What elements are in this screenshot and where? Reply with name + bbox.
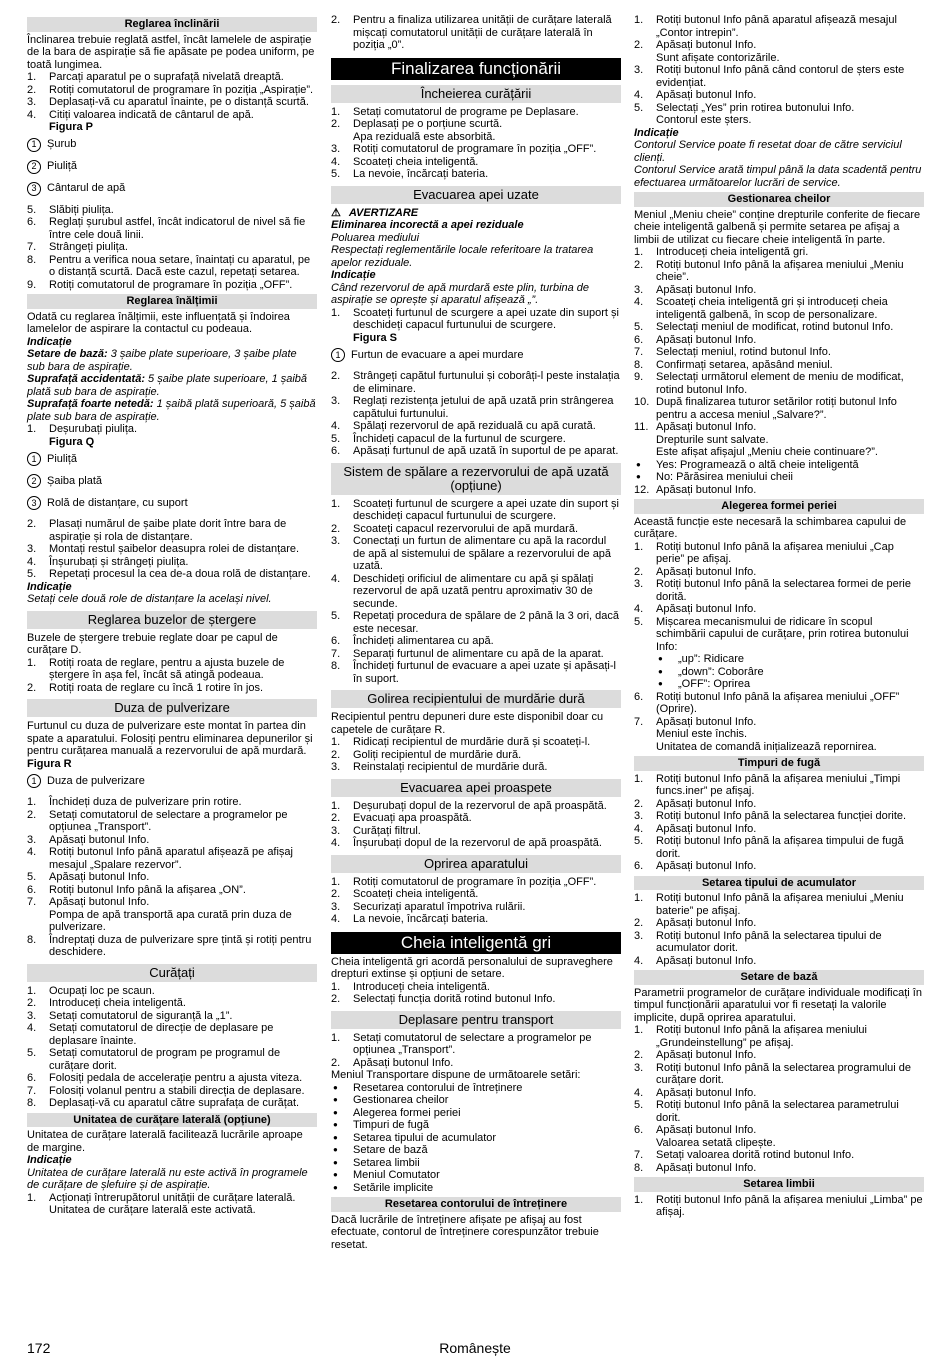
list-item: 10. După finalizarea tuturor setărilor rotiți butonul Info pentru a accesa meniul „Salvare?”.: [634, 396, 897, 421]
basic-setting-steps: [634, 1024, 924, 1137]
bullet-item: ● Resetarea contorului de întreținere: [331, 1082, 621, 1095]
legend-number-icon: 1: [331, 348, 345, 362]
list-item: 1. Rotiți butonul Info până la afișarea meniului „Meniu baterie” pe afișaj.: [634, 892, 904, 917]
heading-basic-setting: Setare de bază: [634, 970, 924, 985]
heading-battery-type: Setarea tipului de acumulator: [634, 876, 924, 891]
list-item: 3. Setați comutatorul de siguranță la „1”.: [27, 1009, 233, 1022]
height-setting-rough: Suprafață accidentată: 5 șaibe plate superioare, 1 șaibă plată sub bara de aspirație.: [27, 373, 308, 398]
list-item: 2. Scoateți capacul rezervorului de apă murdară.: [331, 522, 579, 535]
list-item: 2. Apăsați butonul Info.: [331, 1056, 454, 1069]
heading-side-brush: Unitatea de curățare laterală (opțiune): [27, 1113, 317, 1128]
list-item: 5. Rotiți butonul Info până la afișarea timpului de fugă dorit.: [634, 835, 904, 860]
key-saved: Drepturile sunt salvate.: [656, 433, 769, 446]
counter-steps: [634, 14, 924, 52]
heading-height: Reglarea înălțimii: [27, 294, 317, 309]
list-item: 3. Deplasați-vă cu aparatul înainte, pe o distanță scurtă.: [27, 96, 309, 108]
list-item: 7. Folosiți volanul pentru a stabili direcția de deplasare.: [27, 1084, 305, 1097]
list-item: 3. Reglați rezistența jetului de apă uzată prin strângerea capătului furtunului.: [331, 395, 614, 420]
brush-shape-steps-2: [634, 691, 924, 729]
lift-options: [634, 653, 924, 691]
list-item: 5. Slăbiți piulița.: [27, 203, 114, 216]
list-item: 6. Rotiți butonul Info până la afișarea meniului „OFF” (Oprire).: [634, 690, 900, 715]
list-item: 4. Apăsați butonul Info.: [634, 603, 757, 615]
list-item: 2. Strângeți capătul furtunului și coborâți-l peste instalația de eliminare.: [331, 370, 620, 395]
list-item: 6. Apăsați butonul Info.: [634, 860, 757, 872]
list-item: 7. Strângeți piulița.: [27, 241, 128, 253]
list-item: 3. Conectați un furtun de alimentare cu apă la racordul de apă al sistemului de spălare a rezervorului de apă uzată.: [331, 535, 612, 572]
legend-number-icon: 1: [27, 774, 41, 788]
list-item: 2. Pentru a finaliza utilizarea unității de curățare laterală mișcați comutatorul unității de curățare laterală în poziția „0”.: [331, 14, 612, 51]
tilt-intro: Înclinarea trebuie reglată astfel, încât lamelele de aspirație de la bara de aspirație să fie apăsate pe podea uniform, pe toată lungimea.: [27, 33, 315, 71]
end-cleaning-steps-2: [331, 143, 621, 181]
heading-clean: Curățați: [27, 964, 317, 982]
list-item: 2. Rotiți butonul Info până la afișarea meniului „Meniu cheie”.: [634, 258, 904, 283]
menu-closed: Meniul este închis.: [656, 728, 748, 740]
list-item: 1. Rotiți butonul Info până la afișarea meniului „Timpi funcs.iner” pe afișaj.: [634, 772, 901, 797]
list-item: 2. Setați comutatorul de selectare a programelor pe opțiunea „Transport”.: [27, 808, 288, 833]
list-item: 2. Apăsați butonul Info.: [634, 1049, 757, 1061]
list-item: 1. Setați comutatorul de selectare a programelor pe opțiunea „Transport”.: [331, 1031, 592, 1056]
list-item: 5. La nevoie, încărcați bateria.: [331, 168, 489, 180]
spray-intro: Furtunul cu duza de pulverizare este montat în partea din spate a aparatului. Folosiți pentru eliminarea depunerilor și pentru curățarea manuală a rezervorului de apă murdară.: [27, 720, 313, 757]
list-item: 1. Scoateți furtunul de scurgere a apei uzate din suport și deschideți capacul furtunului de scurgere.: [331, 306, 619, 331]
heading-transport: Deplasare pentru transport: [331, 1011, 621, 1029]
list-item: 3. Securizați aparatul împotriva rulării.: [331, 900, 526, 913]
list-item: 4. Înșurubați dopul de la rezervorul de apă proaspătă.: [331, 837, 602, 849]
heading-wiper-lips: Reglarea buzelor de ștergere: [27, 611, 317, 629]
height-steps-2: [27, 518, 317, 581]
legend-item: 3 Cântarul de apă: [27, 182, 317, 196]
side-brush-result: Unitatea de curățare laterală este activată.: [49, 1204, 256, 1216]
list-item: 4. Înșurubați și strângeți piulița.: [27, 555, 189, 568]
figure-r-legend: [27, 774, 317, 788]
debris-steps: [331, 736, 621, 774]
spray-step8: 8. Îndreptați duza de pulverizare spre țintă și rotiți pentru deschidere.: [27, 933, 312, 958]
bullet-item: ● Alegerea formei periei: [331, 1107, 621, 1120]
heading-end-cleaning: Încheierea curățării: [331, 85, 621, 103]
legend-item: 1 Duza de pulverizare: [27, 774, 317, 788]
grey-key-steps: [331, 981, 621, 1006]
list-item: 5. Rotiți butonul Info până la selectarea parametrului dorit.: [634, 1099, 899, 1124]
list-item: 1. Deșurubați dopul de la rezervorul de apă proaspătă.: [331, 799, 607, 812]
legend-number-icon: 1: [27, 452, 41, 466]
list-item: 8. Confirmați setarea, apăsând meniul.: [634, 358, 833, 371]
figure-r-label: Figura R: [27, 757, 72, 770]
list-item: 1. Rotiți butonul Info până la afișarea meniului „Grundeinstellung” pe afișaj.: [634, 1024, 867, 1049]
heading-brush-shape: Alegerea formei periei: [634, 499, 924, 514]
heading-drain-fresh: Evacuarea apei proaspete: [331, 779, 621, 797]
note-label: Indicație: [27, 335, 72, 348]
list-item: 1. Rotiți comutatorul de programare în poziția „OFF”.: [331, 875, 597, 888]
debris-intro: Recipientul pentru depuneri dure este disponibil doar cu capetele de curățare R.: [331, 711, 604, 736]
height-setting-basic: Setare de bază: 3 șaibe plate superioare, 3 șaibe plate sub bara de aspirație.: [27, 348, 297, 373]
list-item: 2. Rotiți roata de reglare cu încă 1 rotire în jos.: [27, 681, 263, 694]
list-item: 11. Apăsați butonul Info.: [634, 421, 757, 433]
list-item: 1. Setați comutatorul de programe pe Deplasare.: [331, 105, 579, 118]
transport-steps: [331, 1032, 621, 1070]
note-label: Indicație: [27, 580, 72, 593]
list-item: 2. Apăsați butonul Info.: [634, 797, 757, 810]
figure-s-legend: [331, 348, 621, 362]
list-item: 5. Selectați meniul de modificat, rotind butonul Info.: [634, 321, 894, 333]
list-item: 7. Apăsați butonul Info.: [634, 715, 757, 728]
list-item: 1. Scoateți furtunul de scurgere a apei uzate din suport și deschideți capacul furtunului de scurgere.: [331, 497, 619, 522]
list-item: 5. Repetați procesul la cea de-a doua rolă de distanțare.: [27, 568, 311, 580]
list-item: 5. Apăsați butonul Info.: [27, 871, 150, 883]
brush-shape-intro: Această funcție este necesară la schimbarea capului de curățare.: [634, 515, 907, 540]
restart-init: Unitatea de comandă inițializează repornirea.: [656, 740, 877, 753]
height-setting-smooth: Suprafață foarte netedă: 1 șaibă plată superioară, 5 șaibă plate sub bara de aspirație.: [27, 398, 316, 423]
heading-key-management: Gestionarea cheilor: [634, 192, 924, 207]
column-right: [634, 14, 924, 1219]
note-label: Indicație: [27, 1154, 72, 1166]
legend-number-icon: 1: [27, 138, 41, 152]
list-item: 2. Introduceți cheia inteligentă.: [27, 997, 186, 1009]
side-brush-steps-2: [331, 14, 621, 52]
list-item: 8. Închideți furtunul de evacuare a apei uzate și apăsați-l în suport.: [331, 660, 616, 685]
list-item: 8. Apăsați butonul Info.: [634, 1161, 757, 1174]
drain-note: Când rezervorul de apă murdară este plin, turbina de aspirație se oprește și aparatul afișează „”.: [331, 281, 590, 306]
heading-reset-counter: Resetarea contorului de întreținere: [331, 1197, 621, 1212]
list-item: 3. Rotiți butonul Info până la selectarea formei de perie dorită.: [634, 578, 911, 603]
list-item: 4. Spălați rezervorul de apă reziduală cu apă curată.: [331, 420, 596, 432]
key-continue: Este afișat afișajul „Meniu cheie continuare?”.: [656, 446, 878, 458]
list-item: 9. Rotiți comutatorul de programare în poziția „OFF”.: [27, 278, 293, 291]
spray-step7-result: Pompa de apă transportă apa curată prin duza de pulverizare.: [49, 908, 292, 933]
transport-menu-text: Meniul Transportare dispune de următoarele setări:: [331, 1069, 581, 1081]
side-brush-note: Unitatea de curățare laterală nu este activă în programele de curățare de șlefuire și de aspirație.: [27, 1166, 308, 1191]
clean-steps: [27, 985, 317, 1110]
list-item: 1. Rotiți roata de reglare, pentru a ajusta buzele de ștergere în așa fel, încât să atingă podeaua.: [27, 656, 285, 681]
tilt-steps-2: [27, 204, 317, 292]
list-item: 8. Deplasați-vă cu aparatul către suprafața de curățat.: [27, 1097, 300, 1109]
list-item: 6. Reglați șurubul astfel, încât indicatorul de nivel să fie între cele două linii.: [27, 216, 306, 241]
heading-spray-nozzle: Duza de pulverizare: [27, 699, 317, 717]
list-item: 4. Apăsați butonul Info.: [634, 89, 757, 101]
bullet-item: ● Setarea limbii: [331, 1157, 621, 1170]
footer-language: Românește: [439, 1340, 511, 1356]
figure-s-label: Figura S: [353, 331, 398, 344]
note-label: Indicație: [634, 126, 679, 139]
service-note-1: Contorul Service poate fi resetat doar de către serviciul clienți.: [634, 139, 902, 164]
list-item: 2. Scoateți cheia inteligentă.: [331, 888, 479, 900]
list-item: 1. Introduceți cheia inteligentă gri.: [634, 246, 809, 258]
heading-drain-waste: Evacuarea apei uzate: [331, 186, 621, 204]
key-options: [634, 459, 924, 484]
figure-p-legend: [27, 138, 317, 196]
end-cleaning-steps: [331, 106, 621, 131]
page-number: 172: [27, 1340, 51, 1356]
legend-number-icon: 3: [27, 182, 41, 196]
warning-heading: Eliminarea incorectă a apei reziduale: [331, 219, 524, 231]
heading-shutdown: Oprirea aparatului: [331, 855, 621, 873]
list-item: 5. Închideți capacul de la furtunul de scurgere.: [331, 432, 566, 445]
bullet-item: ● Timpuri de fugă: [331, 1119, 621, 1132]
bullet-item: ● „OFF”: Oprirea: [656, 678, 924, 691]
key-management-intro: Meniul „Meniu cheie” conține drepturile conferite de fiecare cheie inteligentă galbenă și permite setarea pe afișaj a limbii de utilizat cu fiecare cheie inteligentă în parte.: [634, 208, 921, 246]
list-item: 3. Rotiți butonul Info până când contorul de șters este evidențiat.: [634, 64, 905, 89]
counter-steps-2: [634, 64, 924, 114]
list-item: 4. Scoateți cheia inteligentă gri și introduceți cheia inteligentă galbenă, în scop de personalizare.: [634, 296, 888, 321]
list-item: 1. Ridicați recipientul de murdărie dură și scoateți-l.: [331, 736, 591, 748]
bullet-item: ● Setarea tipului de acumulator: [331, 1132, 621, 1145]
list-item: 3. Rotiți comutatorul de programare în poziția „OFF”.: [331, 143, 597, 155]
heading-language: Setarea limbii: [634, 1177, 924, 1192]
column-middle: [331, 14, 621, 1251]
drain-steps-2: [331, 370, 621, 458]
drain-fresh-steps: [331, 800, 621, 850]
value-blinks: Valoarea setată clipește.: [656, 1136, 776, 1149]
list-item: 1. Parcați aparatul pe o suprafață nivelată dreaptă.: [27, 71, 284, 83]
transport-menu-list: [331, 1082, 621, 1195]
legend-item: 2 Piuliță: [27, 160, 317, 174]
list-item: 2. Selectați funcția dorită rotind butonul Info.: [331, 993, 556, 1005]
height-note-text: Setați cele două role de distanțare la același nivel.: [27, 593, 272, 605]
list-item: 6. Apăsați furtunul de apă uzată în suportul de pe aparat.: [331, 445, 619, 457]
list-item: 2. Apăsați butonul Info.: [634, 565, 757, 578]
key-management-steps: [634, 246, 924, 434]
list-item: 2. Apăsați butonul Info.: [634, 917, 757, 929]
reset-counter-text: Dacă lucrările de întreținere afișate pe afișaj au fost efectuate, contorul de întreținere corespunzător trebuie resetat.: [331, 1213, 599, 1251]
brush-shape-steps: [634, 541, 924, 654]
list-item: 1. Ocupați loc pe scaun.: [27, 984, 155, 997]
list-item: 4. Scoateți cheia inteligentă.: [331, 155, 479, 168]
list-item: 4. La nevoie, încărcați bateria.: [331, 913, 489, 925]
list-item: 1. Rotiți butonul Info până la afișarea meniului „Limba” pe afișaj.: [634, 1193, 923, 1218]
basic-setting-steps-2: [634, 1149, 924, 1174]
legend-item: 1 Piuliță: [27, 452, 317, 466]
service-note-2: Contorul Service arată timpul până la data scadentă pentru efectuarea următoarelor lucrări de service.: [634, 164, 922, 189]
list-item: 4. Apăsați butonul Info.: [634, 954, 757, 967]
list-item: 6. Folosiți pedala de accelerație pentru a ajusta viteza.: [27, 1072, 303, 1084]
list-item: 4. Deschideți orificiul de alimentare cu apă și spălați rezervorul de apă uzată pentru aproximativ 30 de secunde.: [331, 572, 594, 610]
bullet-item: ● „down”: Coborâre: [656, 666, 924, 679]
figure-q-label: Figura Q: [49, 435, 95, 448]
battery-type-steps: [634, 892, 924, 967]
list-item: 1. Deșurubați piulița.: [27, 423, 138, 435]
list-item: 2. Rotiți comutatorul de programare în poziția „Aspirație”.: [27, 83, 314, 96]
list-item: 4. Citiți valoarea indicată de cântarul de apă.: [27, 108, 254, 121]
list-item: 3. Rotiți butonul Info până la selectarea tipului de acumulator dorit.: [634, 929, 882, 954]
list-item: 3. Rotiți butonul Info până la selectarea programului de curățare dorit.: [634, 1061, 911, 1086]
side-brush-steps: [27, 1192, 317, 1205]
bullet-item: ● Setare de bază: [331, 1144, 621, 1157]
tilt-steps: [27, 71, 317, 121]
column-left: [27, 14, 317, 1217]
list-item: 3. Curățați filtrul.: [331, 824, 421, 837]
heading-tank-flush: Sistem de spălare a rezervorului de apă uzată (opțiune): [331, 463, 621, 495]
list-item: 8. Pentru a verifica noua setare, înaintați cu aparatul, pe o distanță scurtă. Dacă este cazul, repetați setarea.: [27, 253, 311, 278]
end-cleaning-result: Apa reziduală este absorbită.: [353, 130, 496, 143]
legend-item: 1 Șurub: [27, 138, 317, 152]
list-item: 7. Setați valoarea dorită rotind butonul Info.: [634, 1149, 855, 1161]
spray-steps: [27, 796, 317, 909]
bullet-item: ● No: Părăsirea meniului cheii: [634, 471, 924, 484]
basic-setting-intro: Parametrii programelor de curățare individuale modificați în timpul funcționării aparatului vor fi resetați la valorile implicite, după oprirea aparatului.: [634, 986, 922, 1024]
list-item: 4. Apăsați butonul Info.: [634, 822, 757, 835]
key-step12: 12. Apăsați butonul Info.: [634, 483, 757, 496]
list-item: 2. Deplasați pe o porțiune scurtă.: [331, 118, 503, 130]
bullet-item: ● Gestionarea cheilor: [331, 1094, 621, 1107]
legend-number-icon: 2: [27, 160, 41, 174]
list-item: 7. Selectați meniul, rotind butonul Info.: [634, 346, 831, 358]
list-item: 5. Mișcarea mecanismului de ridicare în scopul schimbării capului de curățare, prin rotirea butonului Info:: [634, 615, 909, 653]
warning-icon: ⚠: [331, 206, 341, 219]
legend-number-icon: 3: [27, 496, 41, 510]
list-item: 5. Setați comutatorul de program pe programul de curățare dorit.: [27, 1047, 281, 1072]
height-steps: [27, 423, 317, 436]
height-intro: Odată cu reglarea înălțimii, este influențată și îndoirea lamelelor de aspirare la contactul cu podeaua.: [27, 310, 290, 335]
heading-debris-container: Golirea recipientului de murdărie dură: [331, 690, 621, 708]
wiper-intro: Buzele de ștergere trebuie reglate doar pe capul de curățare D.: [27, 631, 278, 656]
list-item: 6. Apăsați butonul Info.: [634, 1124, 757, 1136]
list-item: 3. Rotiți butonul Info până la selectarea funcției dorite.: [634, 810, 907, 822]
legend-item: 2 Șaiba plată: [27, 474, 317, 488]
drain-steps: [331, 307, 621, 332]
list-item: 7. Separați furtunul de alimentare cu apă de la aparat.: [331, 647, 604, 660]
figure-q-legend: [27, 452, 317, 510]
chapter-grey-key: Cheia inteligentă gri: [331, 932, 621, 954]
note-label: Indicație: [331, 269, 376, 281]
shutdown-steps: [331, 876, 621, 926]
bullet-item: ● „up”: Ridicare: [656, 653, 924, 666]
chapter-end-operation: Finalizarea funcționării: [331, 58, 621, 80]
list-item: 3. Reinstalați recipientul de murdărie dură.: [331, 761, 548, 773]
list-item: 2. Goliți recipientul de murdărie dură.: [331, 748, 522, 761]
grey-key-intro: Cheia inteligentă gri acordă personalului de supraveghere drepturi extinse și opțiuni de setare.: [331, 955, 613, 980]
list-item: 3. Apăsați butonul Info.: [634, 283, 757, 296]
side-brush-intro: Unitatea de curățare laterală facilitează lucrările aproape de margine.: [27, 1129, 303, 1154]
list-item: 1. Rotiți butonul Info până aparatul afișează mesajul „Contor intrepin”.: [634, 14, 897, 39]
list-item: 2. Evacuați apa proaspătă.: [331, 812, 472, 824]
list-item: 7. Apăsați butonul Info.: [27, 896, 150, 908]
bullet-item: ● Setările implicite: [331, 1182, 621, 1195]
bullet-item: ● Meniul Comutator: [331, 1169, 621, 1182]
warning-text: Respectați reglementările locale referitoare la tratarea apelor reziduale.: [331, 244, 594, 269]
list-item: 3. Apăsați butonul Info.: [27, 833, 150, 846]
list-item: 9. Selectați următorul element de meniu de modificat, rotind butonul Info.: [634, 371, 904, 396]
list-item: 6. Închideți alimentarea cu apă.: [331, 635, 494, 647]
list-item: 4. Apăsați butonul Info.: [634, 1086, 757, 1099]
list-item: 2. Apăsați butonul Info.: [634, 39, 757, 51]
list-item: 6. Apăsați butonul Info.: [634, 333, 757, 346]
list-item: 1. Acționați întrerupătorul unității de curățare laterală.: [27, 1191, 296, 1204]
run-times-steps: [634, 773, 924, 873]
list-item: 2. Plasați numărul de șaibe plate dorit între bara de aspirație și rola de distanțare.: [27, 518, 287, 543]
counter-result: Sunt afișate contorizările.: [656, 51, 780, 64]
warning-subtitle: Poluarea mediului: [331, 231, 420, 244]
tank-flush-steps: [331, 498, 621, 686]
legend-number-icon: 2: [27, 474, 41, 488]
list-item: 3. Montați restul șaibelor deasupra rolei de distanțare.: [27, 543, 300, 555]
list-item: 6. Rotiți butonul Info până la afișarea „ON”.: [27, 883, 246, 896]
list-item: 4. Rotiți butonul Info până aparatul afișează pe afișaj mesajul „Spalare rezervor”.: [27, 846, 293, 871]
list-item: 1. Rotiți butonul Info până la afișarea meniului „Cap perie” pe afișaj.: [634, 540, 894, 565]
heading-tilt: Reglarea înclinării: [27, 17, 317, 32]
legend-item: 1 Furtun de evacuare a apei murdare: [331, 348, 621, 362]
counter-cleared: Contorul este șters.: [656, 114, 752, 126]
figure-p-label: Figura P: [49, 121, 94, 133]
heading-run-times: Timpuri de fugă: [634, 756, 924, 771]
list-item: 4. Setați comutatorul de direcție de deplasare pe deplasare înainte.: [27, 1022, 274, 1047]
wiper-steps: [27, 657, 317, 695]
list-item: 5. Repetați procedura de spălare de 2 până la 3 ori, dacă este necesar.: [331, 610, 620, 635]
list-item: 1. Introduceți cheia inteligentă.: [331, 980, 490, 993]
language-steps: [634, 1194, 924, 1219]
legend-item: 3 Rolă de distanțare, cu suport: [27, 496, 317, 510]
list-item: 5. Selectați „Yes” prin rotirea butonului Info.: [634, 101, 855, 114]
warning-label: ⚠ AVERTIZARE: [331, 206, 419, 219]
bullet-item: ● Yes: Programează o altă cheie inteligentă: [634, 459, 924, 472]
list-item: 1. Închideți duza de pulverizare prin rotire.: [27, 796, 242, 808]
